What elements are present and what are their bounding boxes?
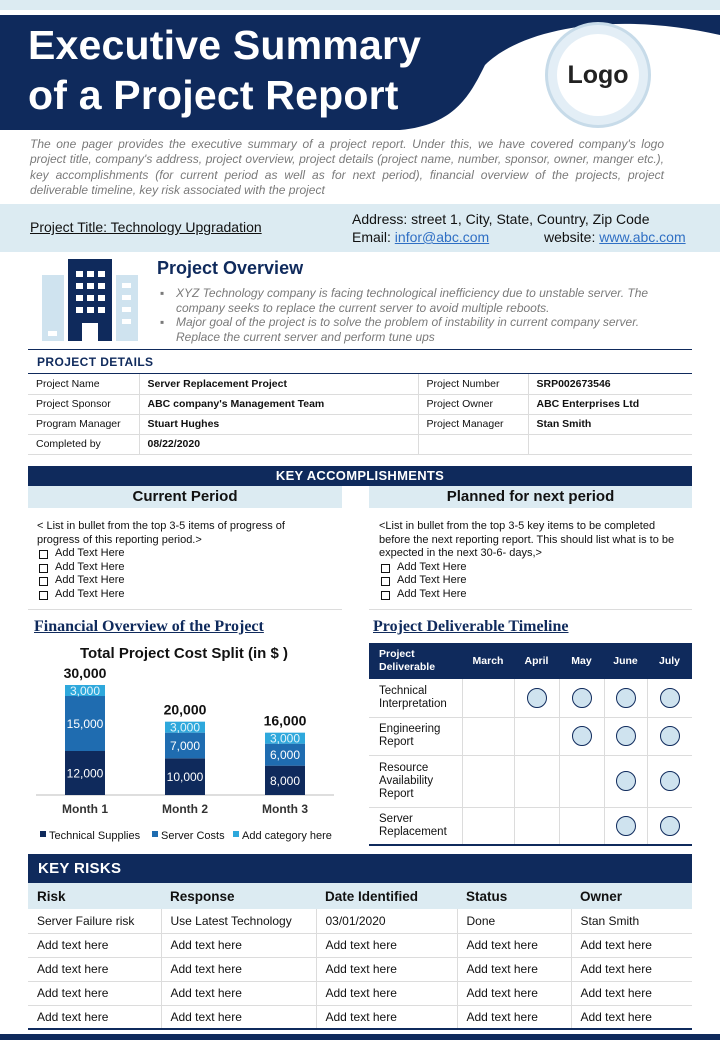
timeline-cell xyxy=(647,679,692,717)
deliverable-label: Resource Availability Report xyxy=(369,755,462,807)
risk-cell: Add text here xyxy=(457,981,571,1005)
office-building-icon xyxy=(40,257,140,341)
financial-heading: Financial Overview of the Project xyxy=(34,618,264,635)
legend-label: Add category here xyxy=(242,830,332,842)
detail-value: Server Replacement Project xyxy=(139,374,418,394)
risk-cell: Add text here xyxy=(28,981,161,1005)
overview-bullet: ▪ XYZ Technology company is facing technological inefficiency due to unstable server. The company seeks to replace the current server to avoid multiple reboots. xyxy=(160,286,680,315)
milestone-dot xyxy=(660,771,680,791)
timeline-row xyxy=(369,679,692,717)
column-header: Risk xyxy=(28,883,161,909)
milestone-dot xyxy=(616,816,636,836)
timeline-table xyxy=(369,643,692,846)
column-header: April xyxy=(514,643,559,679)
segment-label: 10,000 xyxy=(166,770,204,785)
milestone-dot xyxy=(660,688,680,708)
project-details-heading: PROJECT DETAILS xyxy=(37,355,154,369)
column-header: June xyxy=(604,643,647,679)
detail-label: Project Owner xyxy=(418,394,528,414)
total-label: 16,000 xyxy=(263,712,307,729)
footer-band xyxy=(0,1034,720,1040)
email-line xyxy=(352,229,489,245)
key-accomplishments-heading: KEY ACCOMPLISHMENTS xyxy=(28,466,692,486)
timeline-cell xyxy=(514,679,559,717)
timeline-heading: Project Deliverable Timeline xyxy=(373,618,569,635)
list-item: Add Text Here xyxy=(379,561,689,575)
key-risks-table xyxy=(28,883,692,1030)
list-item: Add Text Here xyxy=(37,588,327,602)
detail-label: Completed by xyxy=(28,434,139,454)
deliverable-label: Engineering Report xyxy=(369,717,462,755)
risk-cell: Add text here xyxy=(571,933,692,957)
website-link[interactable]: www.abc.com xyxy=(599,229,686,245)
total-label: 30,000 xyxy=(63,668,107,681)
top-band xyxy=(0,0,720,10)
table-row xyxy=(28,1005,692,1029)
project-title: Project Title: Technology Upgradation xyxy=(30,219,262,235)
website-label: website: xyxy=(544,229,600,245)
timeline-cell xyxy=(514,755,559,807)
current-period-heading: Current Period xyxy=(28,486,342,508)
risk-cell: Add text here xyxy=(161,957,316,981)
column-header: Date Identified xyxy=(316,883,457,909)
logo: Logo xyxy=(557,34,639,116)
overview-heading: Project Overview xyxy=(157,258,304,278)
legend-swatch xyxy=(40,831,46,837)
segment-label: 6,000 xyxy=(269,748,301,763)
milestone-dot xyxy=(572,688,592,708)
column-header: March xyxy=(462,643,514,679)
segment-label: 3,000 xyxy=(69,684,101,698)
column-header: Status xyxy=(457,883,571,909)
risk-cell: 03/01/2020 xyxy=(316,909,457,933)
legend-swatch xyxy=(152,831,158,837)
timeline-cell xyxy=(647,755,692,807)
category-label: Month 3 xyxy=(262,802,308,816)
milestone-dot xyxy=(616,726,636,746)
intro-text: The one pager provides the executive summary of a project report. Under this, we have covered company's logo project title, company's address, project overview, project details (project name, number, sponsor, owner, manger etc.), key accomplishments (for current period as well as for next period), financial overview of the projects, project deliverable timeline, key risk associated with the project xyxy=(30,137,664,198)
risk-cell: Add text here xyxy=(571,1005,692,1029)
page-title xyxy=(28,20,488,120)
chart-title: Total Project Cost Split (in $ ) xyxy=(79,645,289,662)
current-period-body xyxy=(37,520,327,601)
risk-cell: Add text here xyxy=(571,981,692,1005)
timeline-cell xyxy=(604,807,647,845)
risk-cell: Use Latest Technology xyxy=(161,909,316,933)
risk-cell: Add text here xyxy=(457,933,571,957)
list-item: Add Text Here xyxy=(37,574,327,588)
deliverable-label: Server Replacement xyxy=(369,807,462,845)
category-label: Month 1 xyxy=(62,802,108,816)
next-period-heading: Planned for next period xyxy=(369,486,692,508)
table-row xyxy=(28,374,692,394)
risk-cell: Add text here xyxy=(457,1005,571,1029)
risk-cell: Add text here xyxy=(571,957,692,981)
risk-cell: Add text here xyxy=(316,981,457,1005)
risk-cell: Add text here xyxy=(161,981,316,1005)
divider xyxy=(28,609,342,610)
list-item: Add Text Here xyxy=(379,574,689,588)
table-row xyxy=(28,981,692,1005)
legend-label: Technical Supplies xyxy=(49,830,141,842)
timeline-cell xyxy=(604,755,647,807)
risk-cell: Add text here xyxy=(316,957,457,981)
timeline-cell xyxy=(514,807,559,845)
detail-value: Stan Smith xyxy=(528,414,692,434)
table-row xyxy=(28,957,692,981)
address: Address: street 1, City, State, Country, Zip Code xyxy=(352,211,650,227)
list-item: Add Text Here xyxy=(37,547,327,561)
timeline-cell xyxy=(514,717,559,755)
email-link[interactable]: infor@abc.com xyxy=(394,229,490,245)
risk-cell: Add text here xyxy=(161,933,316,957)
timeline-cell xyxy=(462,717,514,755)
detail-label: Program Manager xyxy=(28,414,139,434)
timeline-row xyxy=(369,807,692,845)
milestone-dot xyxy=(527,688,547,708)
timeline-cell xyxy=(559,679,604,717)
deliverable-label: Technical Interpretation xyxy=(369,679,462,717)
overview-list xyxy=(160,286,680,344)
timeline-cell xyxy=(604,717,647,755)
category-label: Month 2 xyxy=(162,802,208,816)
key-risks-heading: KEY RISKS xyxy=(28,854,692,883)
timeline-cell xyxy=(559,755,604,807)
legend-label: Server Costs xyxy=(161,830,225,842)
detail-label: Project Manager xyxy=(418,414,528,434)
title-line-1: Executive Summary xyxy=(28,22,422,68)
next-period-list xyxy=(379,561,689,602)
detail-value: ABC Enterprises Ltd xyxy=(528,394,692,414)
table-row xyxy=(28,933,692,957)
detail-label: Project Name xyxy=(28,374,139,394)
risk-cell: Server Failure risk xyxy=(28,909,161,933)
timeline-row xyxy=(369,717,692,755)
risk-cell: Add text here xyxy=(28,957,161,981)
timeline-cell xyxy=(462,807,514,845)
segment-label: 3,000 xyxy=(169,720,201,735)
detail-value: SRP002673546 xyxy=(528,374,692,394)
segment-label: 8,000 xyxy=(269,773,301,788)
segment-label: 15,000 xyxy=(66,717,104,731)
risk-cell: Add text here xyxy=(28,1005,161,1029)
list-item: Add Text Here xyxy=(37,561,327,575)
detail-value xyxy=(528,434,692,454)
timeline-cell xyxy=(559,717,604,755)
total-label: 20,000 xyxy=(163,701,207,718)
cost-split-chart xyxy=(28,668,342,848)
detail-label xyxy=(418,434,528,454)
column-header: July xyxy=(647,643,692,679)
timeline-row xyxy=(369,755,692,807)
list-item: Add Text Here xyxy=(379,588,689,602)
legend-swatch xyxy=(233,831,239,837)
email-label: Email: xyxy=(352,229,395,245)
detail-label: Project Sponsor xyxy=(28,394,139,414)
table-row xyxy=(28,394,692,414)
risk-cell: Add text here xyxy=(316,1005,457,1029)
detail-label: Project Number xyxy=(418,374,528,394)
timeline-cell xyxy=(559,807,604,845)
risk-cell: Add text here xyxy=(316,933,457,957)
milestone-dot xyxy=(660,726,680,746)
column-header: Project Deliverable xyxy=(369,643,462,679)
table-row xyxy=(28,414,692,434)
timeline-cell xyxy=(647,717,692,755)
next-period-text: <List in bullet from the top 3-5 key items to be completed before the next reporting report. This should list what is to be expected in the next 30-6- days,> xyxy=(379,520,675,559)
risk-cell: Add text here xyxy=(457,957,571,981)
overview-bullet: ▪ Major goal of the project is to solve the problem of instability in current company server. Replace the current server and perform tune ups xyxy=(160,315,680,344)
milestone-dot xyxy=(616,688,636,708)
column-header: Owner xyxy=(571,883,692,909)
table-row xyxy=(28,909,692,933)
column-header: May xyxy=(559,643,604,679)
detail-value: Stuart Hughes xyxy=(139,414,418,434)
risk-cell: Stan Smith xyxy=(571,909,692,933)
segment-label: 7,000 xyxy=(169,739,201,753)
detail-value: ABC company's Management Team xyxy=(139,394,418,414)
table-header-row xyxy=(369,643,692,679)
milestone-dot xyxy=(616,771,636,791)
website-line xyxy=(544,229,686,245)
risk-cell: Add text here xyxy=(161,1005,316,1029)
divider xyxy=(28,349,692,350)
column-header: Response xyxy=(161,883,316,909)
project-details-table xyxy=(28,374,692,455)
risk-cell: Done xyxy=(457,909,571,933)
risk-cell: Add text here xyxy=(28,933,161,957)
current-period-text: < List in bullet from the top 3-5 items of progress of progress of this reporting period.> xyxy=(37,520,285,546)
timeline-cell xyxy=(604,679,647,717)
timeline-cell xyxy=(462,679,514,717)
timeline-cell xyxy=(647,807,692,845)
segment-label: 3,000 xyxy=(269,731,301,746)
divider xyxy=(369,609,692,610)
title-line-2: of a Project Report xyxy=(28,72,399,118)
timeline-cell xyxy=(462,755,514,807)
segment-label: 12,000 xyxy=(66,766,104,781)
table-row xyxy=(28,434,692,454)
next-period-body xyxy=(379,520,689,601)
detail-value: 08/22/2020 xyxy=(139,434,418,454)
current-period-list xyxy=(37,547,327,601)
milestone-dot xyxy=(660,816,680,836)
table-header-row xyxy=(28,883,692,909)
milestone-dot xyxy=(572,726,592,746)
